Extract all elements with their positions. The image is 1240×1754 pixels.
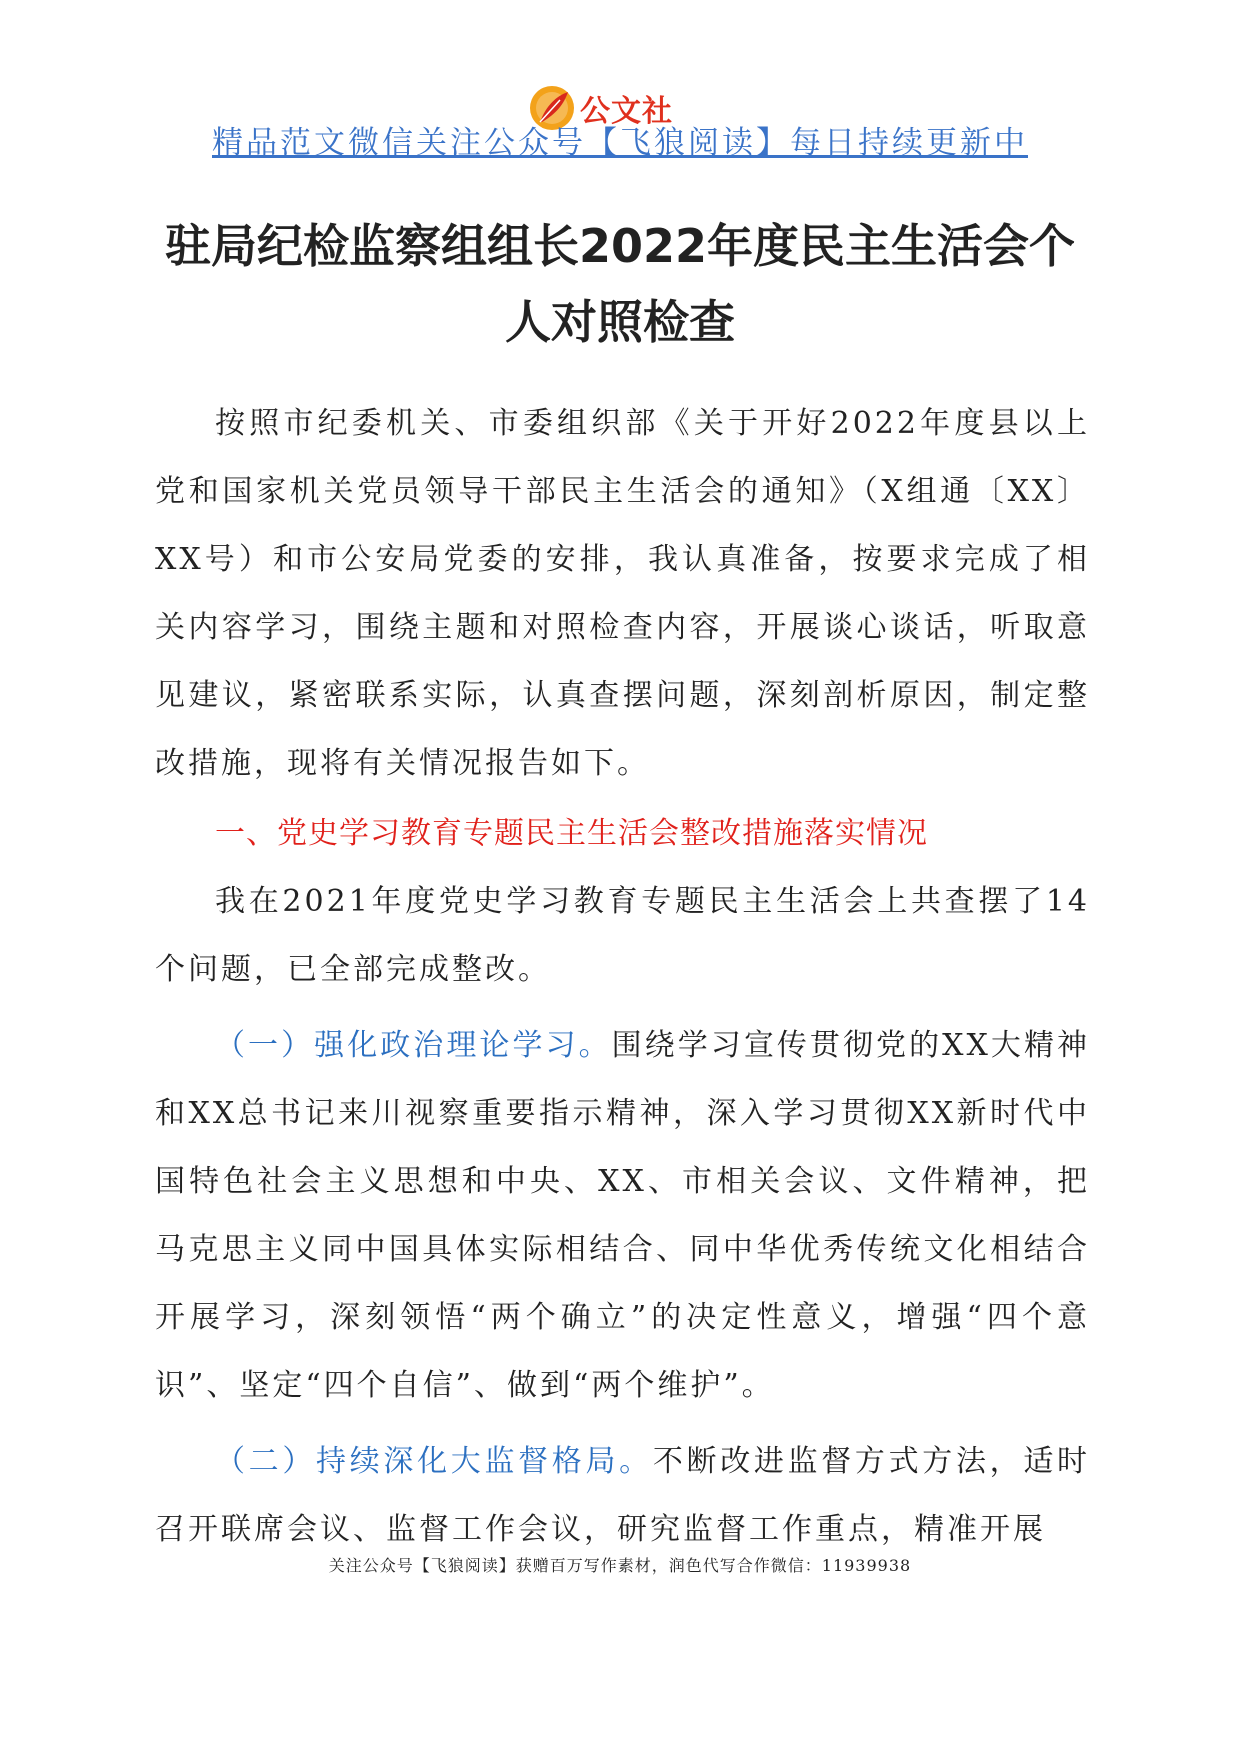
title-line-2: 人对照检查 xyxy=(505,295,735,349)
item-text: 围绕学习宣传贯彻党的XX大精神和XX总书记来川视察重要指示精神，深入学习贯彻XX新时代中国特色社会主义思想和中央、XX、市相关会议、文件精神，把马克思主义同中国具体实际相结合、同中华优秀传统文化相结合开展学习，深刻领悟“两个确立”的决定性意义，增强“四个意识”、坚定“四个自信”、做到“两个维护”。 xyxy=(155,1028,1091,1403)
item-label: （一）强化政治理论学习。 xyxy=(215,1028,612,1063)
logo-text: 公文社 xyxy=(580,94,673,129)
page-title xyxy=(150,208,1090,360)
title-line-1: 驻局纪检监察组组长2022年度民主生活会个 xyxy=(164,219,1076,273)
header-link[interactable]: 精品范文微信关注公众号【飞狼阅读】每日持续更新中 xyxy=(212,125,1028,161)
summary-paragraph: 我在2021年度党史学习教育专题民主生活会上共查摆了14个问题，已全部完成整改。 xyxy=(155,884,1090,987)
document-body xyxy=(155,390,1090,1564)
item-text: 不断改进监督方式方法，适时召开联席会议、监督工作会议，研究监督工作重点，精准开展 xyxy=(155,1444,1091,1547)
item-paragraph xyxy=(155,1012,1090,1420)
item-paragraph xyxy=(155,1428,1090,1564)
footer-note: 关注公众号【飞狼阅读】获赠百万写作素材，润色代写合作微信：11939938 xyxy=(328,1556,912,1575)
intro-paragraph: 按照市纪委机关、市委组织部《关于开好2022年度县以上党和国家机关党员领导干部民主生活会的通知》（X组通〔XX〕XX号）和市公安局党委的安排，我认真准备，按要求完成了相关内容学习，围绕主题和对照检查内容，开展谈心谈话，听取意见建议，紧密联系实际，认真查摆问题，深刻剖析原因，制定整改措施，现将有关情况报告如下。 xyxy=(155,406,1090,781)
section-heading: 一、党史学习教育专题民主生活会整改措施落实情况 xyxy=(215,816,928,851)
item-label: （二）持续深化大监督格局。 xyxy=(215,1444,653,1479)
